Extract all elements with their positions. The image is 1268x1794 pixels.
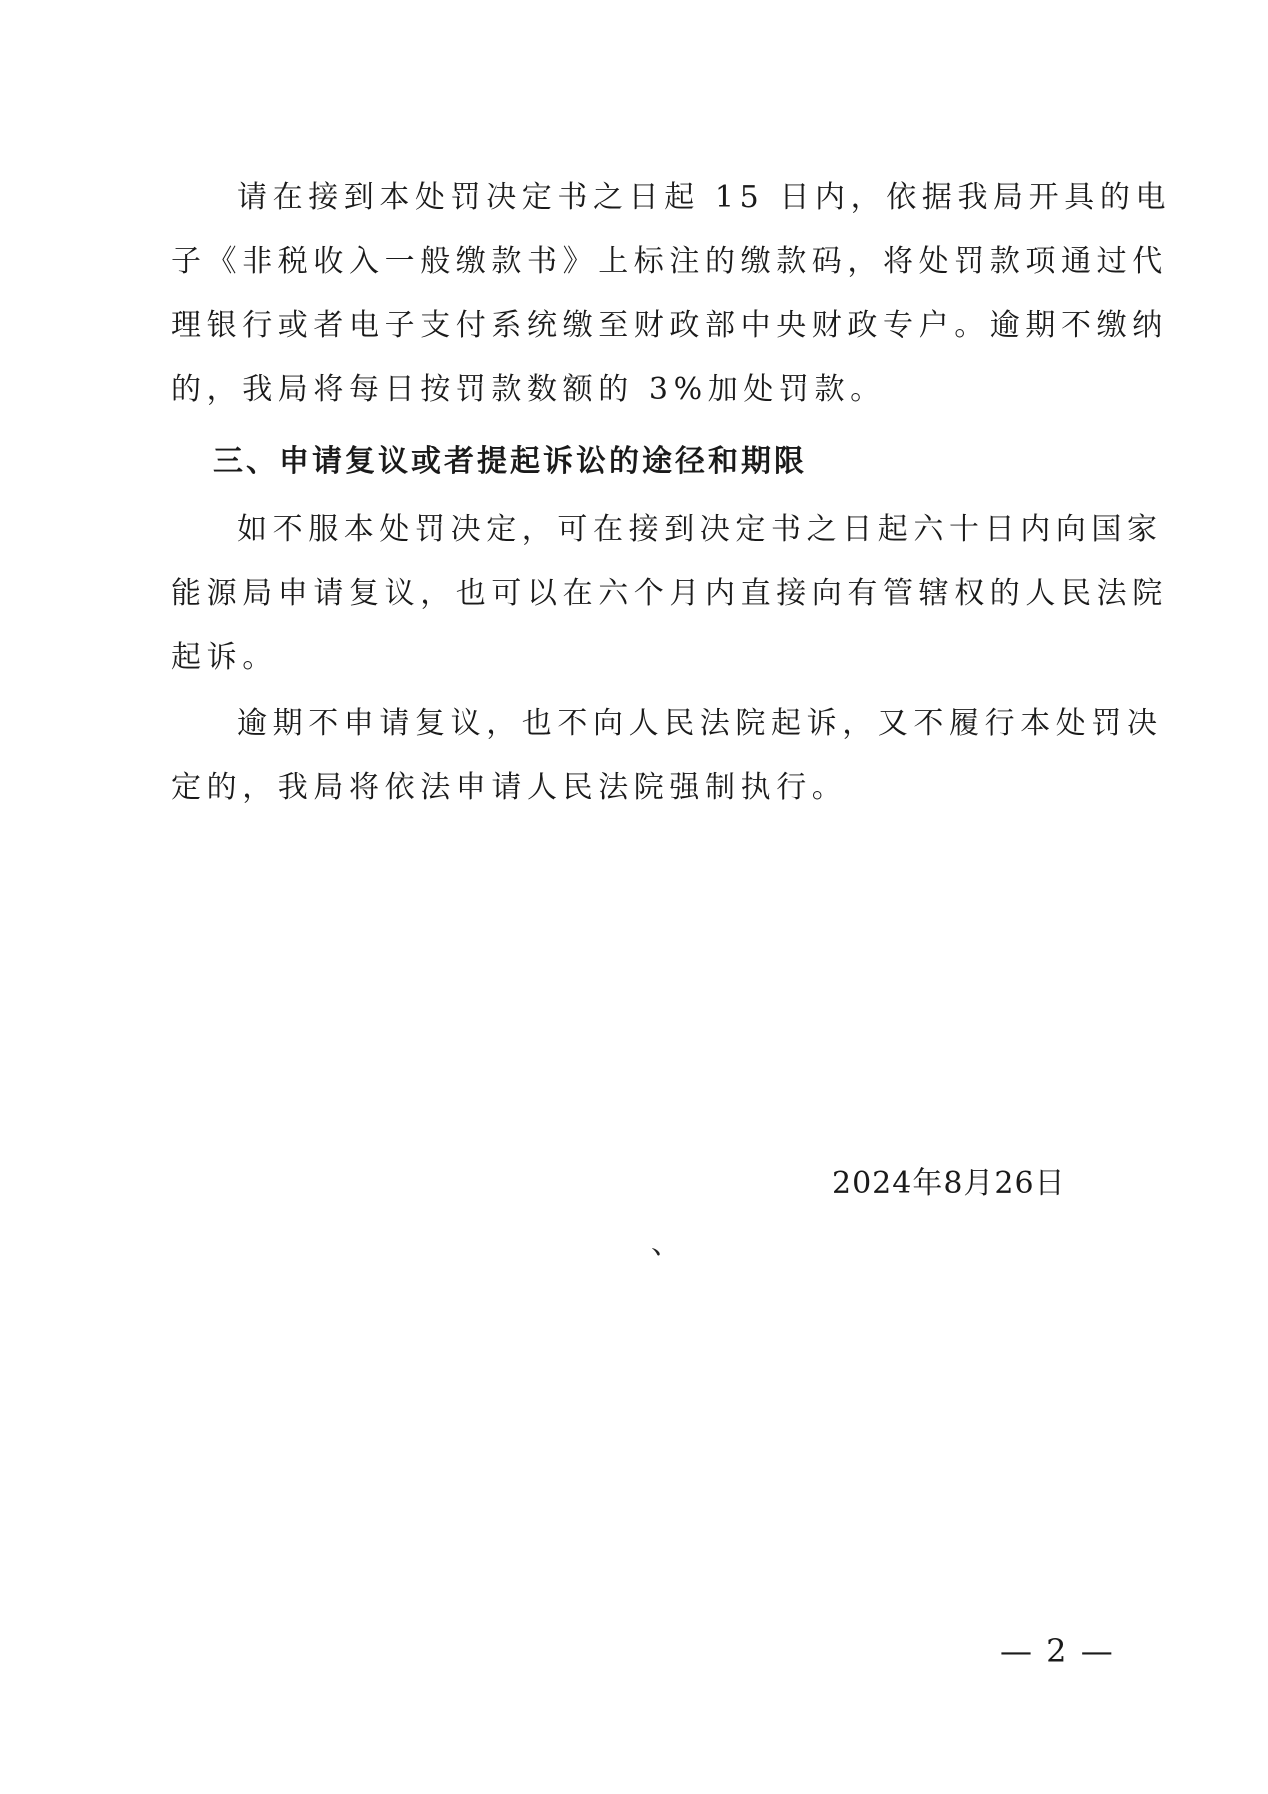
document-date: 2024年8月26日 [832, 1166, 1066, 1201]
paragraph-line: 能源局申请复议，也可以在六个月内直接向有管辖权的人民法院 [171, 576, 1168, 611]
paragraph-line: 起诉。 [171, 640, 278, 675]
section-heading: 三、申请复议或者提起诉讼的途径和期限 [213, 444, 807, 479]
paragraph-line: 如不服本处罚决定，可在接到决定书之日起六十日内向国家 [237, 512, 1163, 547]
paragraph-line: 理银行或者电子支付系统缴至财政部中央财政专户。逾期不缴纳 [171, 308, 1168, 343]
payment-paragraph [171, 166, 1172, 422]
paragraph-line: 的，我局将每日按罚款数额的 3%加处罚款。 [171, 372, 886, 407]
paragraph-line: 定的，我局将依法申请人民法院强制执行。 [171, 770, 848, 805]
enforcement-paragraph [171, 692, 1163, 820]
appeal-paragraph [171, 498, 1168, 690]
paragraph-line: 逾期不申请复议，也不向人民法院起诉，又不履行本处罚决 [237, 706, 1163, 741]
page-number: — 2 — [1000, 1632, 1115, 1670]
stray-punctuation-mark: 、 [651, 1226, 681, 1261]
paragraph-line: 请在接到本处罚决定书之日起 15 日内，依据我局开具的电 [237, 180, 1172, 215]
paragraph-line: 子《非税收入一般缴款书》上标注的缴款码，将处罚款项通过代 [171, 244, 1168, 279]
